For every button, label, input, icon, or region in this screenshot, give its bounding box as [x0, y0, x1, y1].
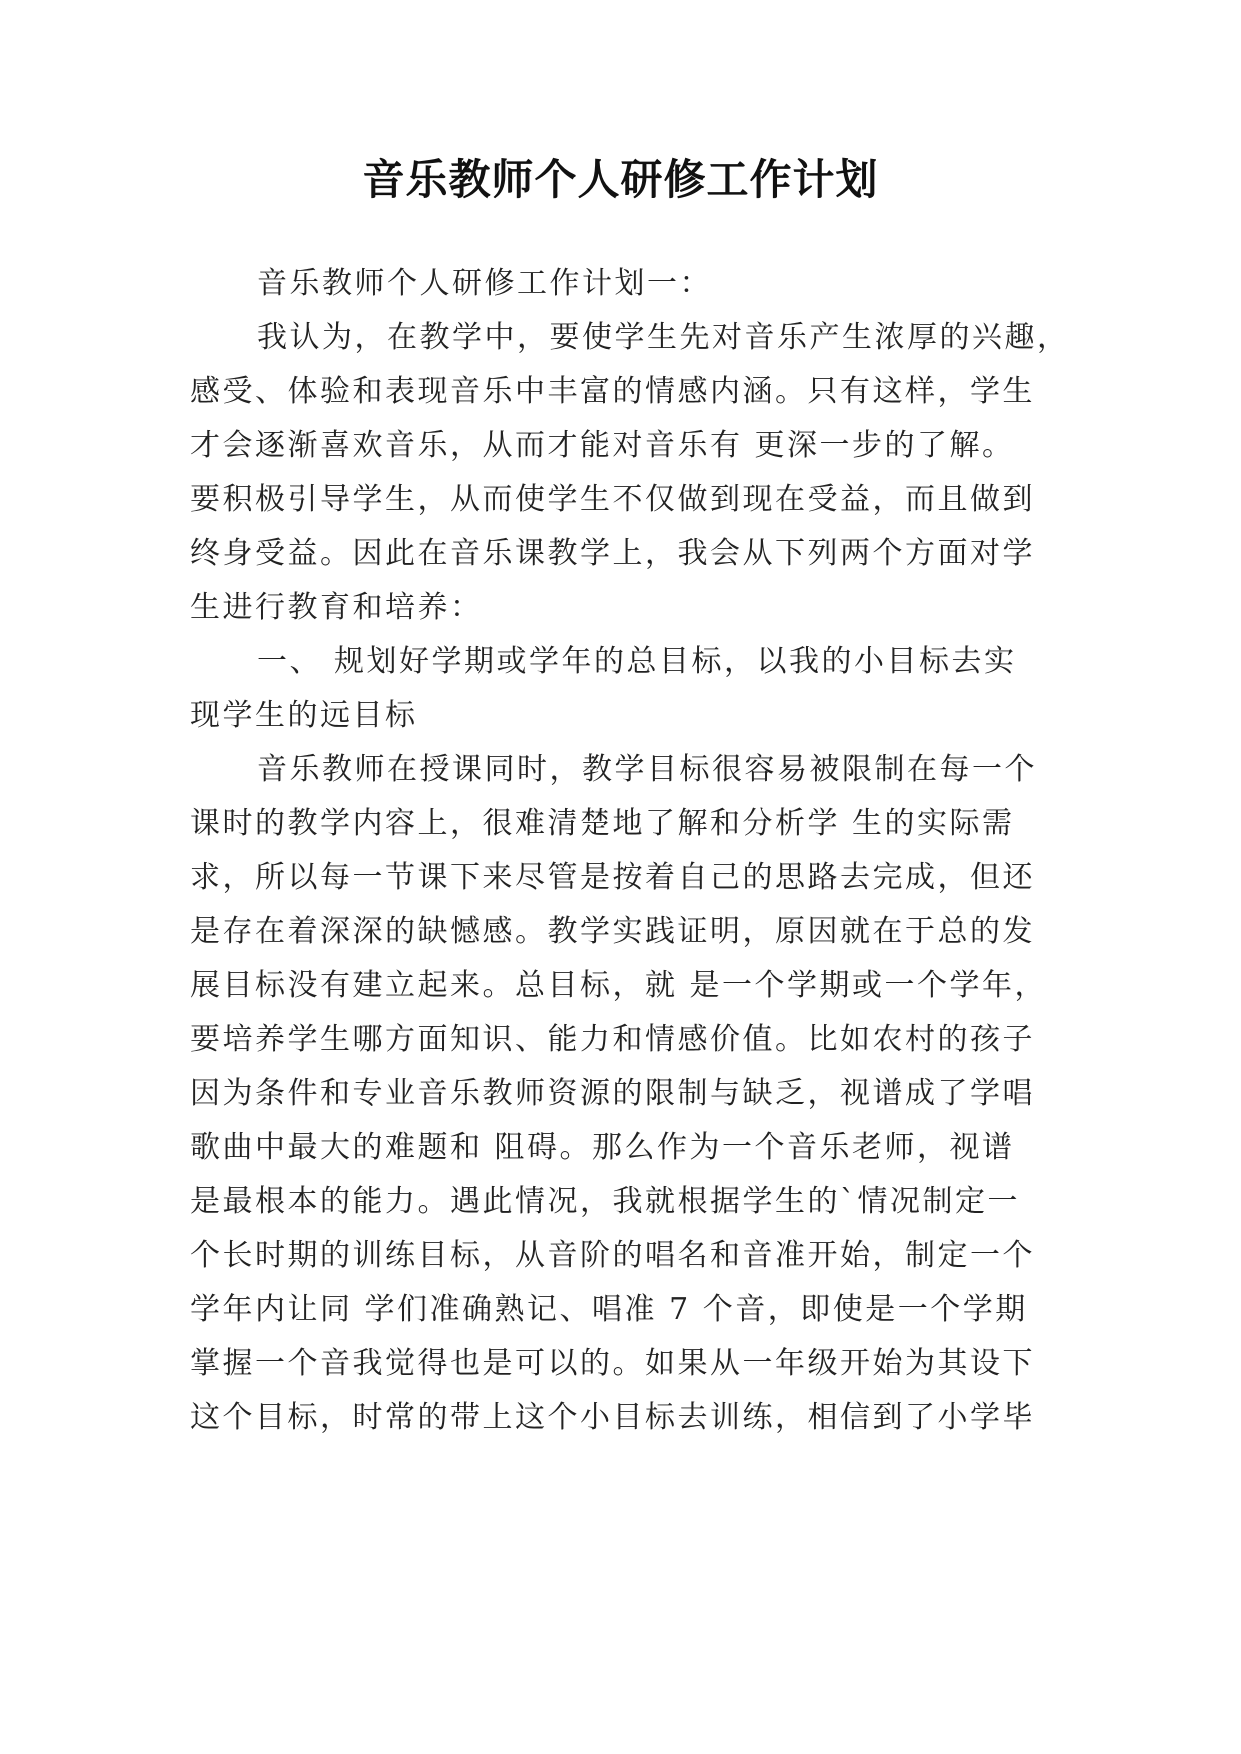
paragraph-line: 展目标没有建立起来。总目标，就 是一个学期或一个学年， [190, 968, 1048, 1003]
section-heading-line: 现学生的远目标 [190, 698, 418, 733]
paragraph-line: 个长时期的训练目标，从音阶的唱名和音准开始，制定一个 [190, 1238, 1035, 1273]
paragraph-line: 是存在着深深的缺憾感。教学实践证明，原因就在于总的发 [190, 914, 1035, 949]
paragraph-line: 我认为，在教学中，要使学生先对音乐产生浓厚的兴趣， [257, 320, 1070, 355]
paragraph-line: 掌握一个音我觉得也是可以的。如果从一年级开始为其设下 [190, 1346, 1035, 1381]
paragraph-line: 因为条件和专业音乐教师资源的限制与缺乏，视谱成了学唱 [190, 1076, 1035, 1111]
paragraph-line: 是最根本的能力。遇此情况，我就根据学生的`情况制定一 [190, 1184, 1020, 1219]
heading-line: 音乐教师个人研修工作计划一： [257, 266, 712, 301]
paragraph-line: 要培养学生哪方面知识、能力和情感价值。比如农村的孩子 [190, 1022, 1035, 1057]
paragraph-line: 感受、体验和表现音乐中丰富的情感内涵。只有这样，学生 [190, 374, 1035, 409]
paragraph-line: 歌曲中最大的难题和 阻碍。那么作为一个音乐老师，视谱 [190, 1130, 1015, 1165]
paragraph-line: 课时的教学内容上，很难清楚地了解和分析学 生的实际需 [190, 806, 1015, 841]
paragraph-line: 这个目标，时常的带上这个小目标去训练，相信到了小学毕 [190, 1400, 1035, 1435]
paragraph-line: 求，所以每一节课下来尽管是按着自己的思路去完成，但还 [190, 860, 1035, 895]
paragraph-line: 终身受益。因此在音乐课教学上，我会从下列两个方面对学 [190, 536, 1035, 571]
document-title: 音乐教师个人研修工作计划 [362, 155, 879, 204]
paragraph-line: 才会逐渐喜欢音乐，从而才能对音乐有 更深一步的了解。 [190, 428, 1015, 463]
section-heading-line: 一、 规划好学期或学年的总目标，以我的小目标去实 [257, 644, 1017, 679]
paragraph-line: 要积极引导学生，从而使学生不仅做到现在受益，而且做到 [190, 482, 1035, 517]
paragraph-line: 音乐教师在授课同时，教学目标很容易被限制在每一个 [257, 752, 1037, 787]
paragraph-line: 学年内让同 学们准确熟记、唱准 7 个音，即使是一个学期 [190, 1292, 1028, 1327]
paragraph-line: 生进行教育和培养： [190, 590, 483, 625]
